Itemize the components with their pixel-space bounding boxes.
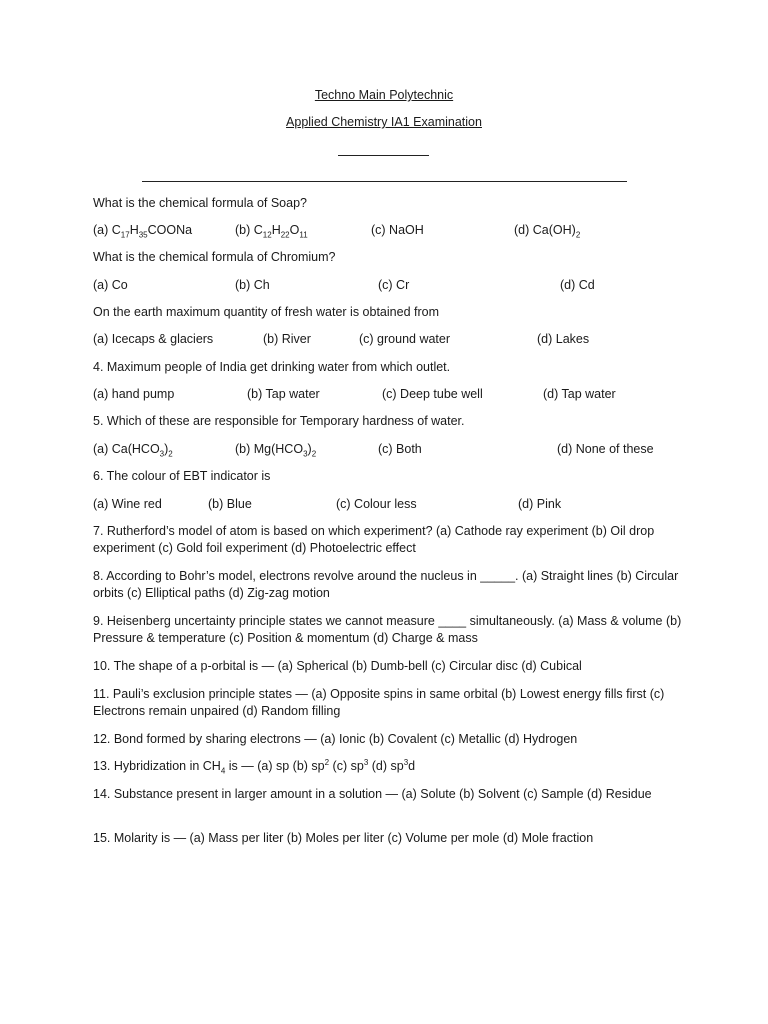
option-c: (c) Both — [378, 442, 422, 456]
question-3: On the earth maximum quantity of fresh water is obtained from — [93, 305, 439, 319]
option-a: (a) $C_{17}H_{35}COONa$ — [93, 223, 193, 240]
option-c: (c) Cr — [378, 278, 410, 292]
option-c: (c) Deep tube well — [382, 387, 483, 401]
option-d: (d) Cd — [560, 278, 595, 292]
question-3-options — [0, 331, 768, 348]
question-6-options — [0, 496, 768, 513]
option-c: (c) Colour less — [336, 497, 417, 511]
question-14: 14. Substance present in larger amount in a solution — (a) Solute (b) Solvent (c) Sample (d) Residue — [93, 787, 652, 801]
question-5: 5. Which of these are responsible for Temporary hardness of water. — [93, 414, 465, 428]
question-4: 4. Maximum people of India get drinking water from which outlet. — [93, 360, 451, 374]
exam-title: Applied Chemistry IA1 Examination — [286, 115, 482, 129]
option-b: (b) River — [263, 332, 311, 346]
option-b: (b) Tap water — [247, 387, 320, 401]
question-15: 15. Molarity is — (a) Mass per liter (b) Moles per liter (c) Volume per mole (d) Mole fraction — [93, 831, 594, 845]
option-a: (a) $Ca(HCO_3)_2$ — [93, 442, 173, 459]
option-a: (a) Co — [93, 278, 128, 292]
option-b: (b) $Mg(HCO_3)_2$ — [235, 442, 317, 459]
option-a: (a) hand pump — [93, 387, 175, 401]
question-12: 12. Bond formed by sharing electrons — (a) Ionic (b) Covalent (c) Metallic (d) Hydrogen — [93, 732, 578, 746]
question-2-options — [0, 277, 768, 294]
question-4-options — [0, 386, 768, 403]
option-a: (a) Wine red — [93, 497, 162, 511]
option-c: (c) ground water — [359, 332, 451, 346]
long-divider — [142, 181, 627, 182]
option-c: (c) NaOH — [371, 223, 424, 237]
question-10: 10. The shape of a p-orbital is — (a) Spherical (b) Dumb-bell (c) Circular disc (d) Cubical — [93, 659, 582, 673]
question-13: 13. Hybridization in $CH_4$ is — (a) sp (b) $sp^2$ (c) $sp^3$ (d) $sp^3d$ — [93, 757, 416, 776]
option-d: (d) None of these — [557, 442, 654, 456]
option-b: (b) Blue — [208, 497, 252, 511]
option-b: (b) Ch — [235, 278, 270, 292]
option-a: (a) Icecaps & glaciers — [93, 332, 214, 346]
option-d: (d) $Ca(OH)_2$ — [514, 223, 581, 240]
question-8: 8. According to Bohr’s model, electrons revolve around the nucleus in _____. (a) Straight lines (b) Circular orbits (c) Elliptical paths (d) Zig-zag motion — [93, 569, 679, 600]
short-divider — [338, 155, 429, 156]
question-6: 6. The colour of EBT indicator is — [93, 469, 271, 483]
question-1: What is the chemical formula of Soap? — [93, 196, 307, 210]
question-1-options — [0, 222, 768, 239]
question-2: What is the chemical formula of Chromium? — [93, 250, 336, 264]
option-d: (d) Lakes — [537, 332, 590, 346]
question-5-options — [0, 441, 768, 458]
option-d: (d) Tap water — [543, 387, 616, 401]
question-11: 11. Pauli’s exclusion principle states — (a) Opposite spins in same orbital (b) Lowest energy fills first (c) Electrons remain unpaired (d) Random filling — [93, 687, 665, 718]
option-d: (d) Pink — [518, 497, 562, 511]
question-7: 7. Rutherford’s model of atom is based on which experiment? (a) Cathode ray experiment (b) Oil drop experiment (c) Gold foil experiment (d) Photoelectric effect — [93, 524, 655, 555]
question-9: 9. Heisenberg uncertainty principle states we cannot measure ____ simultaneously. (a) Mass & volume (b) Pressure & temperature (c) Position & momentum (d) Charge & mass — [93, 614, 682, 645]
option-b: (b) $C_{12}H_{22}O_{11}$ — [235, 223, 308, 240]
institution-title: Techno Main Polytechnic — [314, 88, 454, 102]
